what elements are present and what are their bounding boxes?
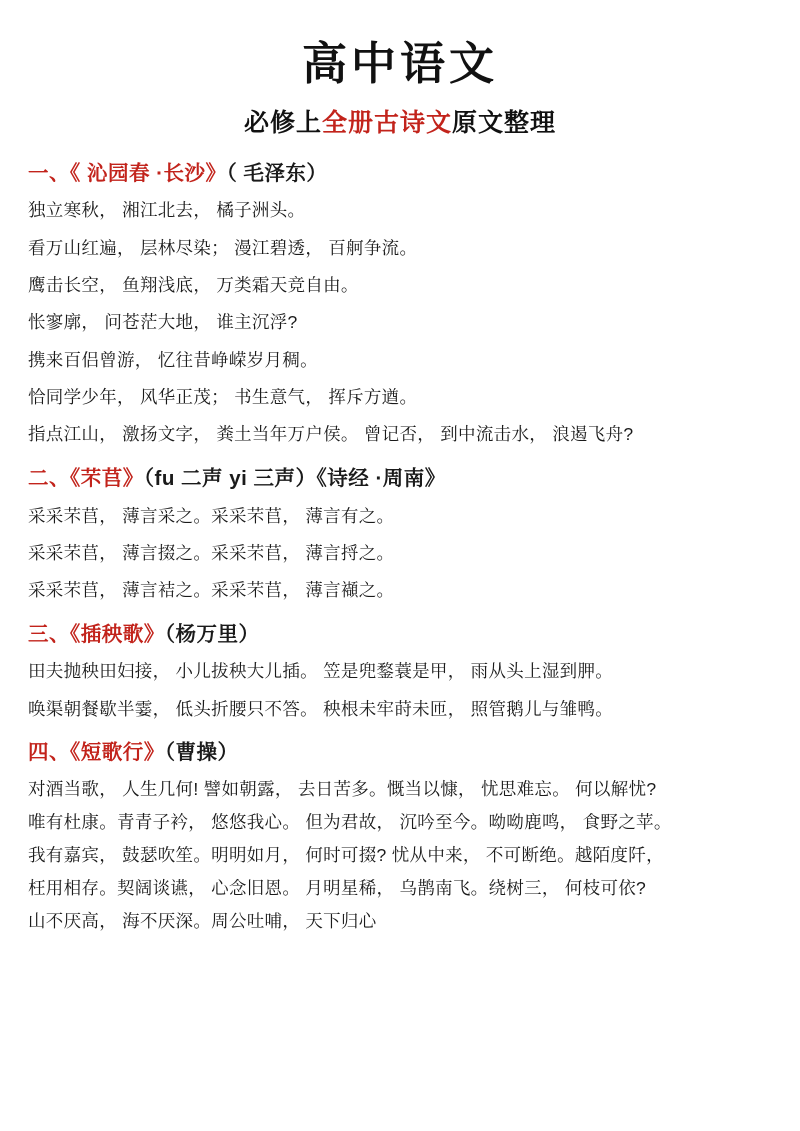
poem-line: 采采芣苢， 薄言掇之。采采芣苢， 薄言捋之。 bbox=[28, 542, 395, 563]
section-heading bbox=[28, 621, 772, 649]
section-title: 《 沁园春 ·长沙》 bbox=[70, 161, 227, 185]
poem-line: 怅寥廓， 问苍茫大地， 谁主沉浮? bbox=[28, 312, 298, 333]
poem-line: 指点江山， 激扬文字， 粪土当年万户侯。 曾记否， 到中流击水， 浪遏飞舟? bbox=[28, 424, 634, 445]
poem-line: 鹰击长空， 鱼翔浅底， 万类霜天竞自由。 bbox=[28, 275, 359, 296]
section-title: 《短歌行》 bbox=[70, 740, 165, 764]
section-index: 二、 bbox=[28, 466, 70, 490]
subtitle-prefix: 必修上 bbox=[243, 108, 322, 137]
page-title: 高中语文 bbox=[301, 38, 498, 89]
section-index: 三、 bbox=[28, 622, 70, 646]
section-index: 四、 bbox=[28, 740, 70, 764]
section-title: 《插秧歌》 bbox=[70, 622, 165, 646]
section-heading bbox=[28, 160, 772, 188]
subtitle-highlight: 全册古诗文 bbox=[321, 108, 452, 137]
poem-line: 唤渠朝餐歇半霎， 低头折腰只不答。 秧根未牢莳未匝， 照管鹅儿与雏鸭。 bbox=[28, 698, 614, 719]
poem-line: 采采芣苢， 薄言采之。采采芣苢， 薄言有之。 bbox=[28, 505, 395, 526]
poem-line: 我有嘉宾， 鼓瑟吹笙。明明如月， 何时可掇? 忧从中来， 不可断绝。越陌度阡， bbox=[28, 844, 664, 865]
section-note: （fu 二声 yi 三声）《诗经 ·周南》 bbox=[143, 466, 446, 490]
section-heading bbox=[28, 465, 772, 493]
poem-line: 看万山红遍， 层林尽染； 漫江碧透， 百舸争流。 bbox=[28, 237, 418, 258]
section-author: （曹操） bbox=[164, 740, 239, 764]
poem-line: 对酒当歌， 人生几何! 譬如朝露， 去日苦多。慨当以慷， 忧思难忘。 何以解忧? bbox=[28, 778, 657, 799]
section-index: 一、 bbox=[28, 161, 70, 185]
poem-section bbox=[28, 465, 772, 605]
section-author: （ 毛泽东） bbox=[226, 161, 328, 185]
subtitle-suffix: 原文整理 bbox=[452, 108, 557, 137]
poem-line: 携来百侣曾游， 忆往昔峥嵘岁月稠。 bbox=[28, 349, 318, 370]
poem-line: 恰同学少年， 风华正茂； 书生意气， 挥斥方遒。 bbox=[28, 387, 418, 408]
section-heading bbox=[28, 739, 772, 767]
poem-line: 独立寒秋， 湘江北去， 橘子洲头。 bbox=[28, 200, 306, 221]
poem-section bbox=[28, 739, 772, 935]
poem-line: 田夫抛秧田妇接， 小儿拔秧大儿插。 笠是兜鍪蓑是甲， 雨从头上湿到胛。 bbox=[28, 661, 614, 682]
section-title: 《芣苢》 bbox=[70, 466, 144, 490]
poem-section bbox=[28, 160, 772, 449]
poem-line: 采采芣苢， 薄言袺之。采采芣苢， 薄言襭之。 bbox=[28, 580, 395, 601]
poem-line: 枉用相存。契阔谈䜩， 心念旧恩。 月明星稀， 乌鹊南飞。绕树三， 何枝可依? bbox=[28, 877, 647, 898]
sections-container bbox=[28, 160, 772, 935]
poem-line: 山不厌高， 海不厌深。周公吐哺， 天下归心 bbox=[28, 911, 377, 932]
page-subtitle bbox=[28, 108, 772, 138]
section-author: （杨万里） bbox=[164, 622, 260, 646]
poem-line: 唯有杜康。青青子衿， 悠悠我心。 但为君故， 沉吟至今。呦呦鹿鸣， 食野之苹。 bbox=[28, 811, 672, 832]
poem-section bbox=[28, 621, 772, 723]
